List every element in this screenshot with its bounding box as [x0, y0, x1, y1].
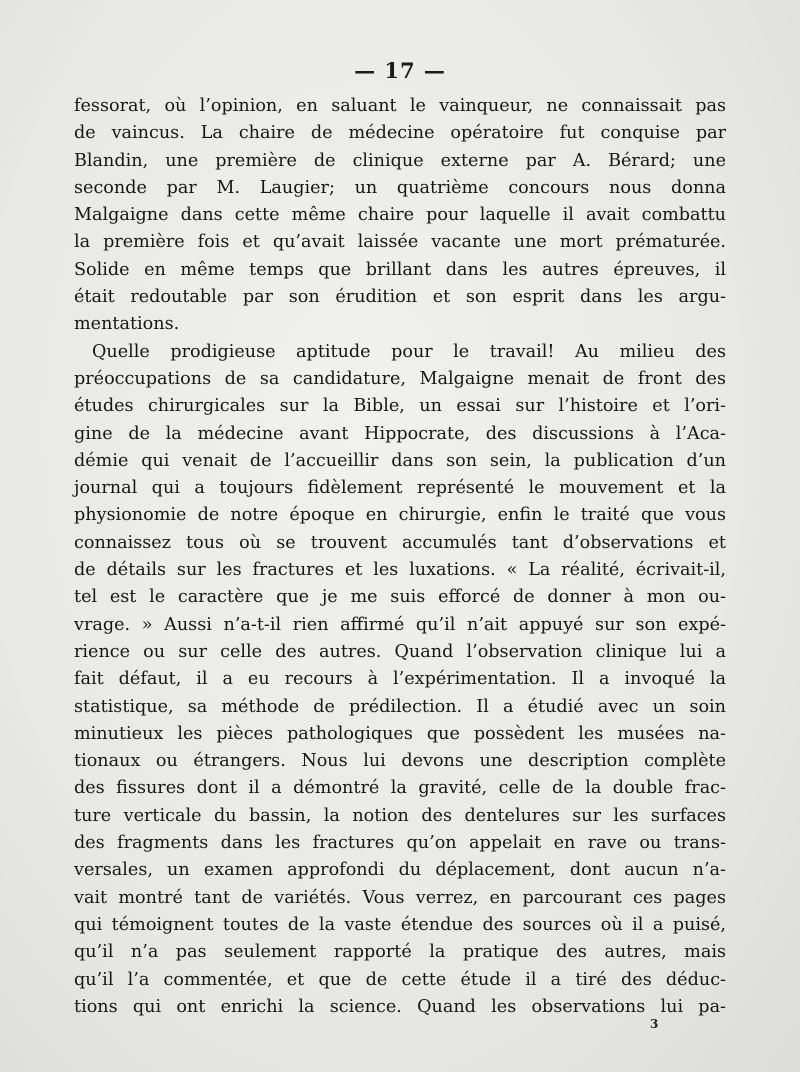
text-line: minutieux les pièces pathologiques que possèdent les musées na-	[74, 723, 726, 744]
page-number: — 17 —	[354, 58, 446, 83]
text-line: vait montré tant de variétés. Vous verrez, en parcourant ces pages	[74, 887, 726, 908]
text-line: rience ou sur celle des autres. Quand l’observation clinique lui a	[74, 641, 726, 662]
signature-mark: 3	[650, 1017, 659, 1031]
text-line: vrage. » Aussi n’a-t-il rien affirmé qu’il n’ait appuyé sur son expé-	[74, 614, 726, 635]
text-line: Blandin, une première de clinique externe par A. Bérard; une	[74, 150, 726, 171]
text-line: connaissez tous où se trouvent accumulés tant d’observations et	[74, 532, 726, 553]
text-line: fait défaut, il a eu recours à l’expérimentation. Il a invoqué la	[74, 669, 726, 690]
text-line: études chirurgicales sur la Bible, un essai sur l’histoire et l’ori-	[74, 396, 726, 417]
text-line: de détails sur les fractures et les luxations. « La réalité, écrivait-il,	[74, 560, 726, 581]
text-line: journal qui a toujours fidèlement représenté le mouvement et la	[74, 478, 726, 499]
text-line: tionaux ou étrangers. Nous lui devons une description complète	[74, 751, 726, 772]
text-line: seconde par M. Laugier; un quatrième concours nous donna	[74, 177, 726, 198]
text-line: qu’il n’a pas seulement rapporté la pratique des autres, mais	[74, 942, 726, 963]
text-line: tel est le caractère que je me suis efforcé de donner à mon ou-	[74, 587, 726, 608]
text-line: ture verticale du bassin, la notion des dentelures sur les surfaces	[74, 805, 726, 826]
text-line: qu’il l’a commentée, et que de cette étude il a tiré des déduc-	[74, 969, 726, 990]
page-body-text	[74, 93, 726, 1021]
text-line: physionomie de notre époque en chirurgie, enfin le traité que vous	[74, 505, 726, 526]
text-line: des fragments dans les fractures qu’on appelait en rave ou trans-	[74, 833, 726, 854]
text-line: démie qui venait de l’accueillir dans son sein, la publication d’un	[74, 450, 726, 471]
text-line: la première fois et qu’avait laissée vacante une mort prématurée.	[74, 232, 726, 253]
text-line: mentations.	[74, 314, 180, 335]
text-line: Malgaigne dans cette même chaire pour laquelle il avait combattu	[74, 205, 726, 226]
text-line: fessorat, où l’opinion, en saluant le vainqueur, ne connaissait pas	[74, 96, 726, 116]
text-line: versales, un examen approfondi du déplacement, dont aucun n’a-	[74, 860, 726, 881]
text-line: Solide en même temps que brillant dans les autres épreuves, il	[74, 259, 726, 280]
text-line: tions qui ont enrichi la science. Quand les observations lui pa-	[74, 996, 726, 1017]
text-line: des fissures dont il a démontré la gravité, celle de la double frac-	[74, 778, 726, 799]
text-line: de vaincus. La chaire de médecine opératoire fut conquise par	[74, 123, 726, 144]
text-line: qui témoignent toutes de la vaste étendue des sources où il a puisé,	[74, 914, 726, 935]
text-line: préoccupations de sa candidature, Malgaigne menait de front des	[74, 368, 726, 389]
text-line: Quelle prodigieuse aptitude pour le travail! Au milieu des	[92, 341, 726, 362]
text-line: statistique, sa méthode de prédilection. Il a étudié avec un soin	[74, 696, 726, 717]
text-line: était redoutable par son érudition et son esprit dans les argu-	[74, 287, 726, 308]
text-line: gine de la médecine avant Hippocrate, des discussions à l’Aca-	[74, 423, 726, 444]
